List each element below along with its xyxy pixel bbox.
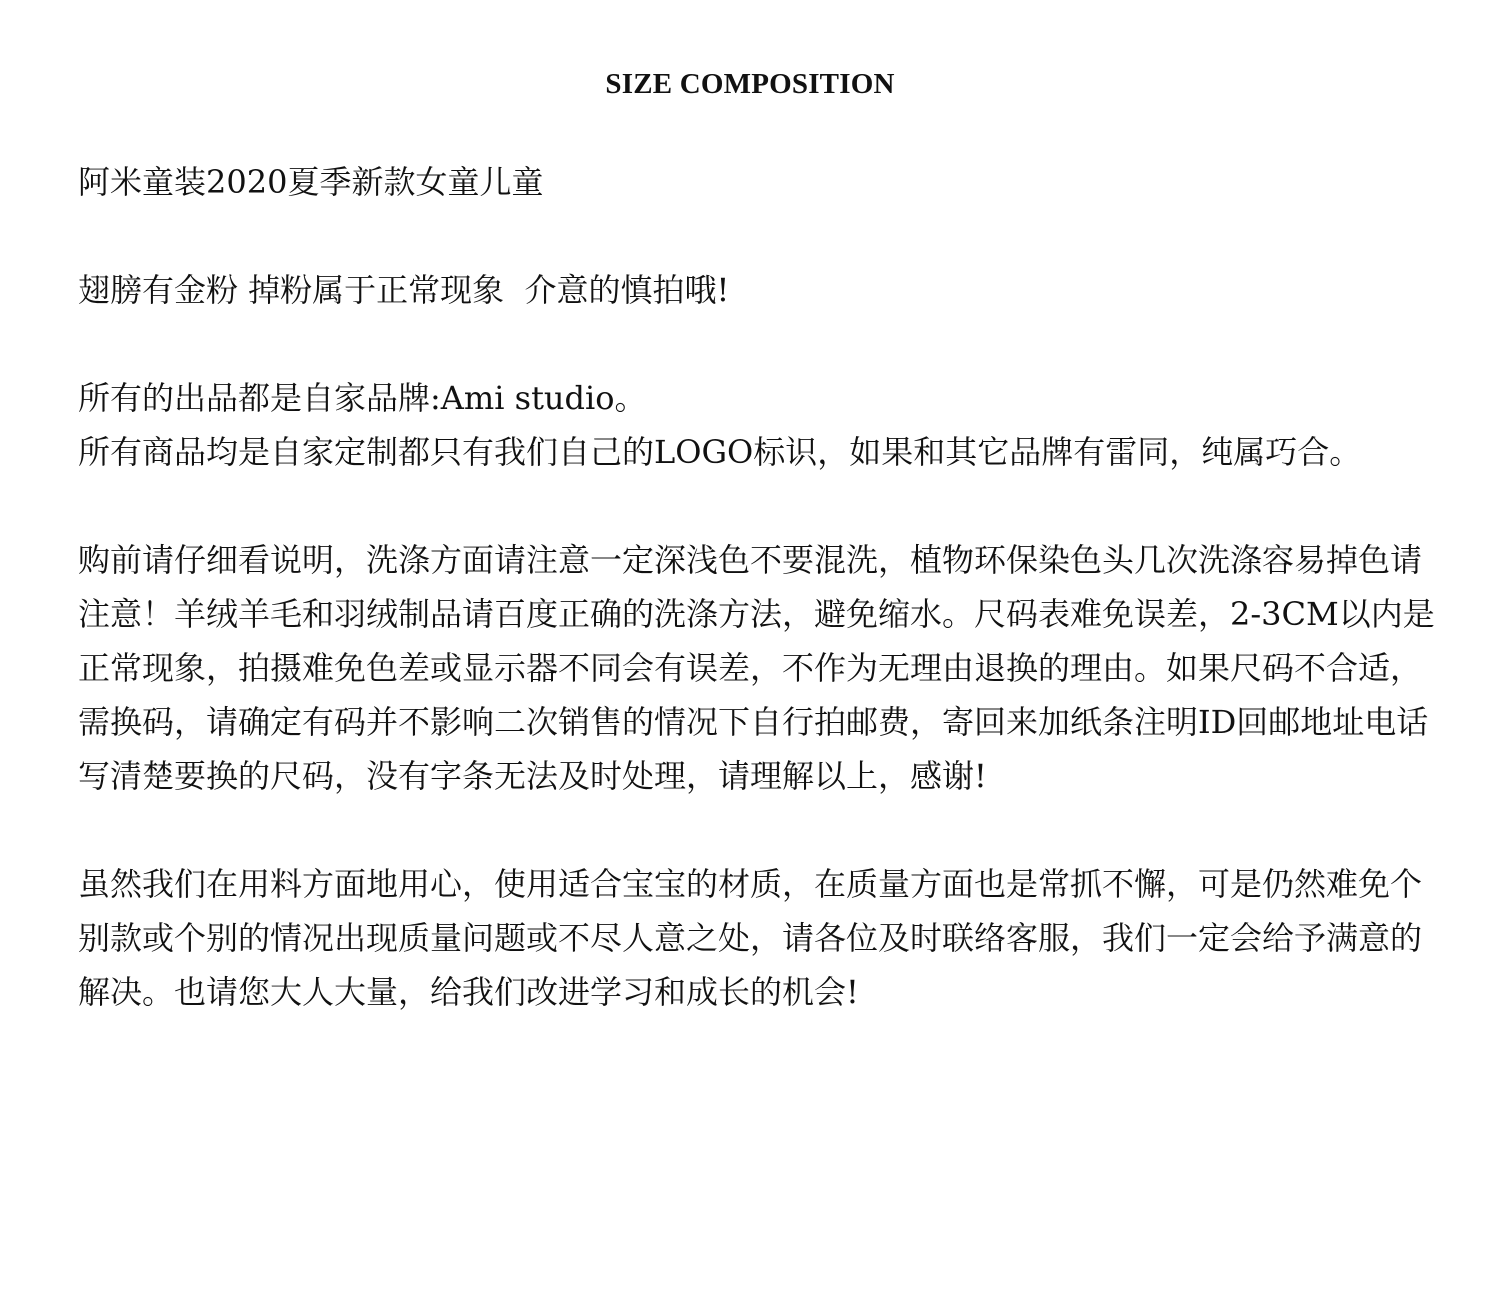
brand-paragraph: 所有的出品都是自家品牌:Ami studio。 xyxy=(78,379,647,417)
quality-guarantee-paragraph: 虽然我们在用料方面地用心，使用适合宝宝的材质，在质量方面也是常抓不懈，可是仍然难免个别款或个别的情况出现质量问题或不尽人意之处，请各位及时联络客服，我们一定会给予满意的解决。也请您大人大量，给我们改进学习和成长的机会! xyxy=(78,865,1423,1011)
logo-paragraph: 所有商品均是自家定制都只有我们自己的LOGO标识，如果和其它品牌有雷同，纯属巧合。 xyxy=(78,433,1362,471)
document-body xyxy=(78,155,1438,1019)
glitter-notice-paragraph: 翅膀有金粉 掉粉属于正常现象 介意的慎拍哦! xyxy=(78,271,730,309)
paragraph-spacer xyxy=(78,803,1438,857)
paragraph-spacer xyxy=(78,209,1438,263)
paragraph-spacer xyxy=(78,317,1438,371)
paragraph-spacer xyxy=(78,479,1438,533)
product-name-paragraph: 阿米童装2020夏季新款女童儿童 xyxy=(78,163,544,201)
page-title: SIZE COMPOSITION xyxy=(605,68,895,100)
care-instructions-paragraph: 购前请仔细看说明，洗涤方面请注意一定深浅色不要混洗，植物环保染色头几次洗涤容易掉色请注意！羊绒羊毛和羽绒制品请百度正确的洗涤方法，避免缩水。尺码表难免误差，2-3CM以内是正常现象，拍摄难免色差或显示器不同会有误差，不作为无理由退换的理由。如果尺码不合适，需换码，请确定有码并不影响二次销售的情况下自行拍邮费，寄回来加纸条注明ID回邮地址电话写清楚要换的尺码，没有字条无法及时处理，请理解以上，感谢! xyxy=(78,541,1435,795)
